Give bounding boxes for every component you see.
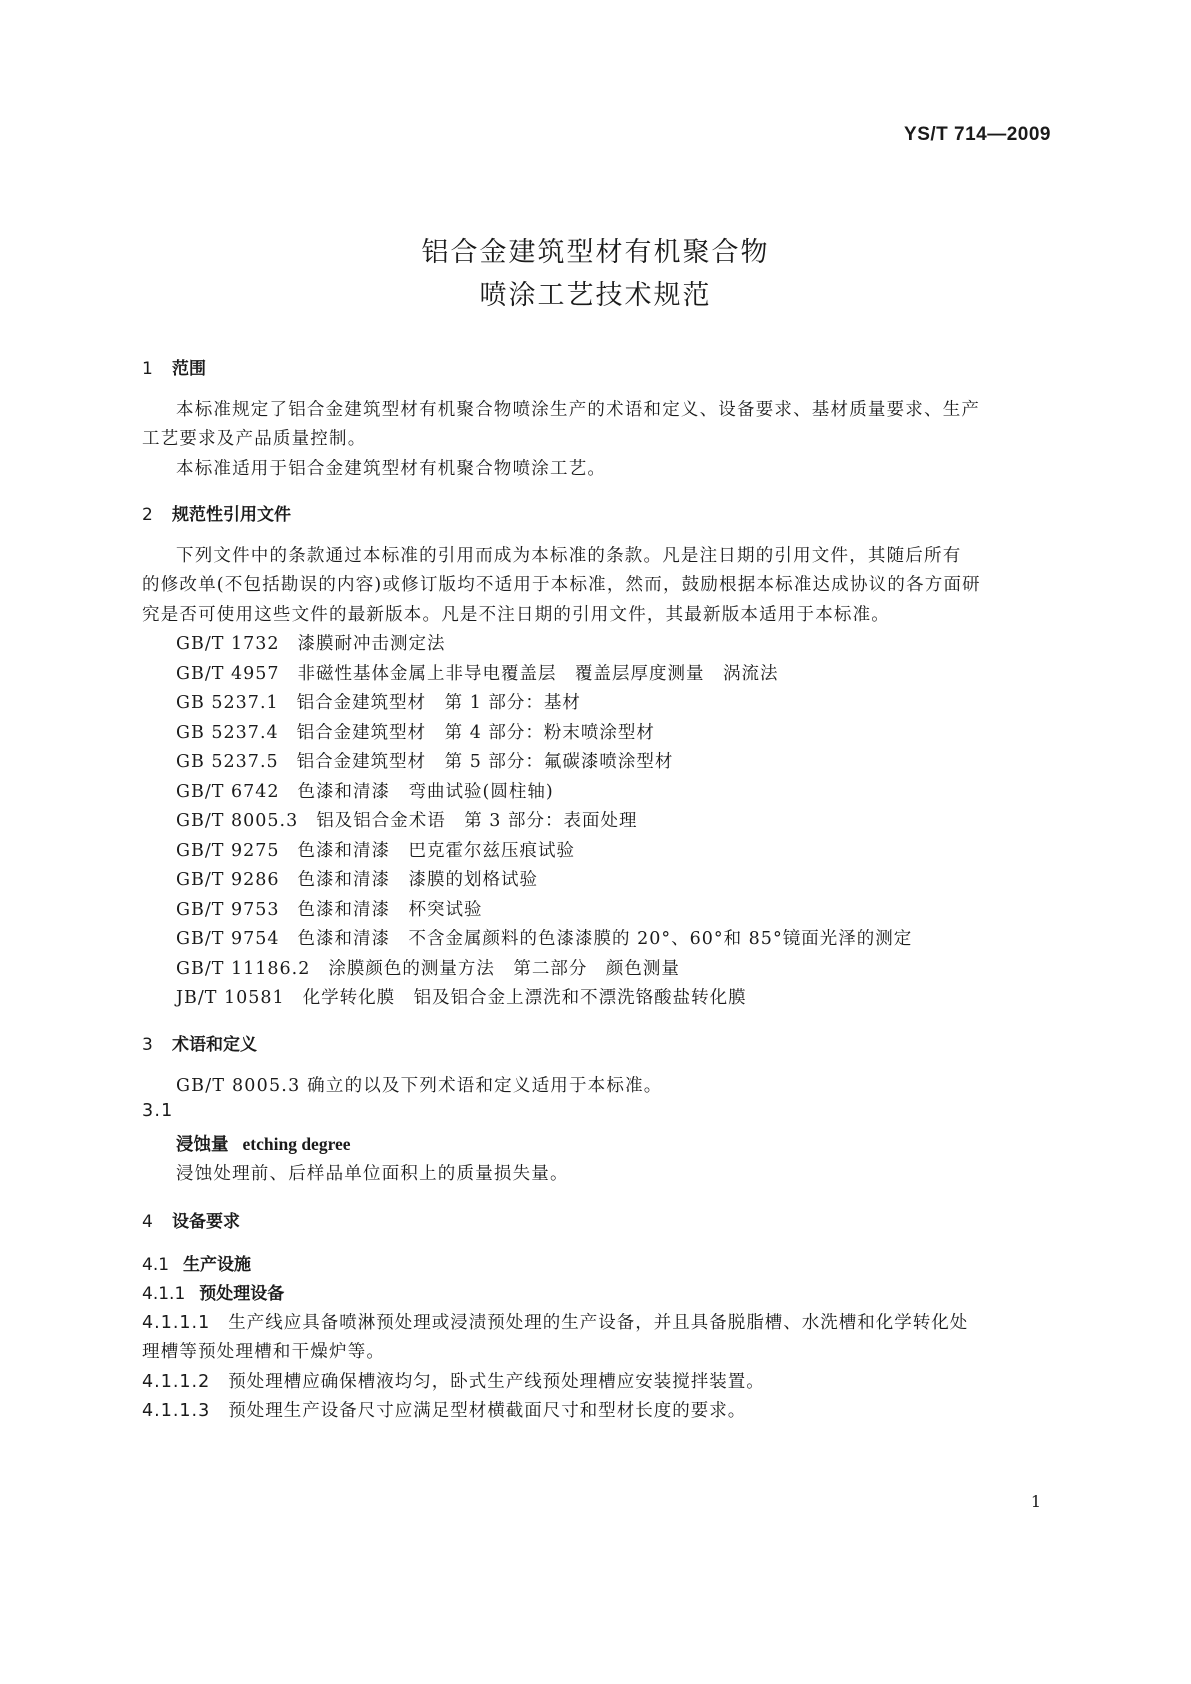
reference-code: GB/T 4957 [176, 664, 280, 684]
reference-code: GB 5237.5 [176, 752, 279, 772]
references-intro-line1: 下列文件中的条款通过本标准的引用而成为本标准的条款。凡是注日期的引用文件，其随后所有 [176, 546, 962, 566]
reference-title: 铝合金建筑型材 第 5 部分：氟碳漆喷涂型材 [296, 752, 674, 772]
reference-item [176, 807, 637, 832]
reference-title: 色漆和清漆 弯曲试验(圆柱轴) [297, 782, 554, 802]
reference-title: 涂膜颜色的测量方法 第二部分 颜色测量 [328, 959, 680, 979]
scope-paragraph-line2: 工艺要求及产品质量控制。 [142, 429, 367, 449]
clause-number: 4.1.1.3 [142, 1401, 211, 1421]
reference-title: 色漆和清漆 不含金属颜料的色漆漆膜的 20°、60°和 85°镜面光泽的测定 [297, 929, 913, 949]
reference-item [176, 630, 446, 655]
section-title: 规范性引用文件 [172, 505, 291, 525]
reference-title: 色漆和清漆 巴克霍尔兹压痕试验 [297, 841, 576, 861]
document-title-line1: 铝合金建筑型材有机聚合物 [421, 237, 770, 268]
reference-title: 非磁性基体金属上非导电覆盖层 覆盖层厚度测量 涡流法 [297, 664, 779, 684]
subsection-4-1-heading [142, 1250, 251, 1275]
reference-code: GB 5237.1 [176, 693, 279, 713]
standard-number: YS/T 714—2009 [904, 124, 1051, 145]
references-intro-line2: 的修改单(不包括勘误的内容)或修订版均不适用于本标准，然而，鼓励根据本标准达成协议的各方面研 [142, 575, 981, 595]
reference-code: GB/T 9286 [176, 870, 280, 890]
reference-code: GB/T 6742 [176, 782, 280, 802]
term-number: 3.1 [142, 1101, 174, 1121]
section-2-heading [142, 500, 291, 525]
section-4-heading [142, 1207, 240, 1232]
reference-item [176, 837, 575, 862]
subsection-number: 4.1.1 [142, 1284, 186, 1304]
clause-number: 4.1.1.2 [142, 1372, 211, 1392]
clause-4-1-1-1-continued: 理槽等预处理槽和干燥炉等。 [142, 1342, 386, 1362]
subsection-number: 4.1 [142, 1255, 170, 1275]
term-heading [176, 1131, 351, 1156]
reference-code: JB/T 10581 [176, 988, 285, 1008]
clause-text: 预处理槽应确保槽液均匀，卧式生产线预处理槽应安装搅拌装置。 [228, 1372, 765, 1392]
terms-intro: GB/T 8005.3 确立的以及下列术语和定义适用于本标准。 [176, 1076, 663, 1096]
reference-title: 化学转化膜 铝及铝合金上漂洗和不漂洗铬酸盐转化膜 [302, 988, 747, 1008]
reference-item [176, 748, 673, 773]
document-title-line2: 喷涂工艺技术规范 [479, 280, 712, 311]
reference-title: 铝合金建筑型材 第 4 部分：粉末喷涂型材 [296, 723, 655, 743]
section-number: 1 [142, 359, 153, 379]
reference-code: GB/T 9753 [176, 900, 280, 920]
section-number: 3 [142, 1035, 153, 1055]
clause-4-1-1-3 [142, 1397, 746, 1422]
clause-text: 生产线应具备喷淋预处理或浸渍预处理的生产设备，并且具备脱脂槽、水洗槽和化学转化处 [228, 1313, 969, 1333]
subsection-title: 生产设施 [183, 1255, 252, 1275]
reference-item [176, 719, 655, 744]
clause-4-1-1-2 [142, 1368, 765, 1393]
subsection-4-1-1-heading [142, 1279, 284, 1304]
section-title: 术语和定义 [172, 1035, 257, 1055]
references-intro-line3: 究是否可使用这些文件的最新版本。凡是不注日期的引用文件，其最新版本适用于本标准。 [142, 605, 890, 625]
reference-item [176, 778, 554, 803]
reference-item [176, 925, 912, 950]
reference-item [176, 660, 779, 685]
term-english: etching degree [242, 1134, 351, 1154]
section-number: 2 [142, 505, 153, 525]
reference-item [176, 689, 581, 714]
section-title: 范围 [172, 359, 206, 379]
section-1-heading [142, 354, 206, 379]
reference-code: GB/T 11186.2 [176, 959, 311, 979]
reference-code: GB/T 1732 [176, 634, 280, 654]
page-number: 1 [1030, 1492, 1041, 1511]
clause-number: 4.1.1.1 [142, 1313, 211, 1333]
reference-title: 色漆和清漆 漆膜的划格试验 [297, 870, 539, 890]
reference-code: GB/T 9275 [176, 841, 280, 861]
subsection-title: 预处理设备 [199, 1284, 285, 1304]
reference-title: 色漆和清漆 杯突试验 [297, 900, 483, 920]
reference-code: GB 5237.4 [176, 723, 279, 743]
reference-item [176, 896, 483, 921]
term-chinese: 浸蚀量 [176, 1135, 229, 1155]
reference-title: 铝及铝合金术语 第 3 部分：表面处理 [316, 811, 638, 831]
section-number: 4 [142, 1212, 153, 1232]
section-3-heading [142, 1030, 257, 1055]
clause-text: 预处理生产设备尺寸应满足型材横截面尺寸和型材长度的要求。 [228, 1401, 747, 1421]
reference-item [176, 955, 680, 980]
term-definition: 浸蚀处理前、后样品单位面积上的质量损失量。 [176, 1164, 569, 1184]
reference-title: 漆膜耐冲击测定法 [297, 634, 446, 654]
scope-paragraph-line1: 本标准规定了铝合金建筑型材有机聚合物喷涂生产的术语和定义、设备要求、基材质量要求、生产 [176, 400, 981, 420]
reference-code: GB/T 9754 [176, 929, 280, 949]
reference-item [176, 984, 747, 1009]
reference-item [176, 866, 538, 891]
reference-code: GB/T 8005.3 [176, 811, 299, 831]
scope-applicability: 本标准适用于铝合金建筑型材有机聚合物喷涂工艺。 [176, 459, 607, 479]
reference-title: 铝合金建筑型材 第 1 部分：基材 [296, 693, 581, 713]
section-title: 设备要求 [172, 1212, 240, 1232]
clause-4-1-1-1 [142, 1309, 968, 1334]
